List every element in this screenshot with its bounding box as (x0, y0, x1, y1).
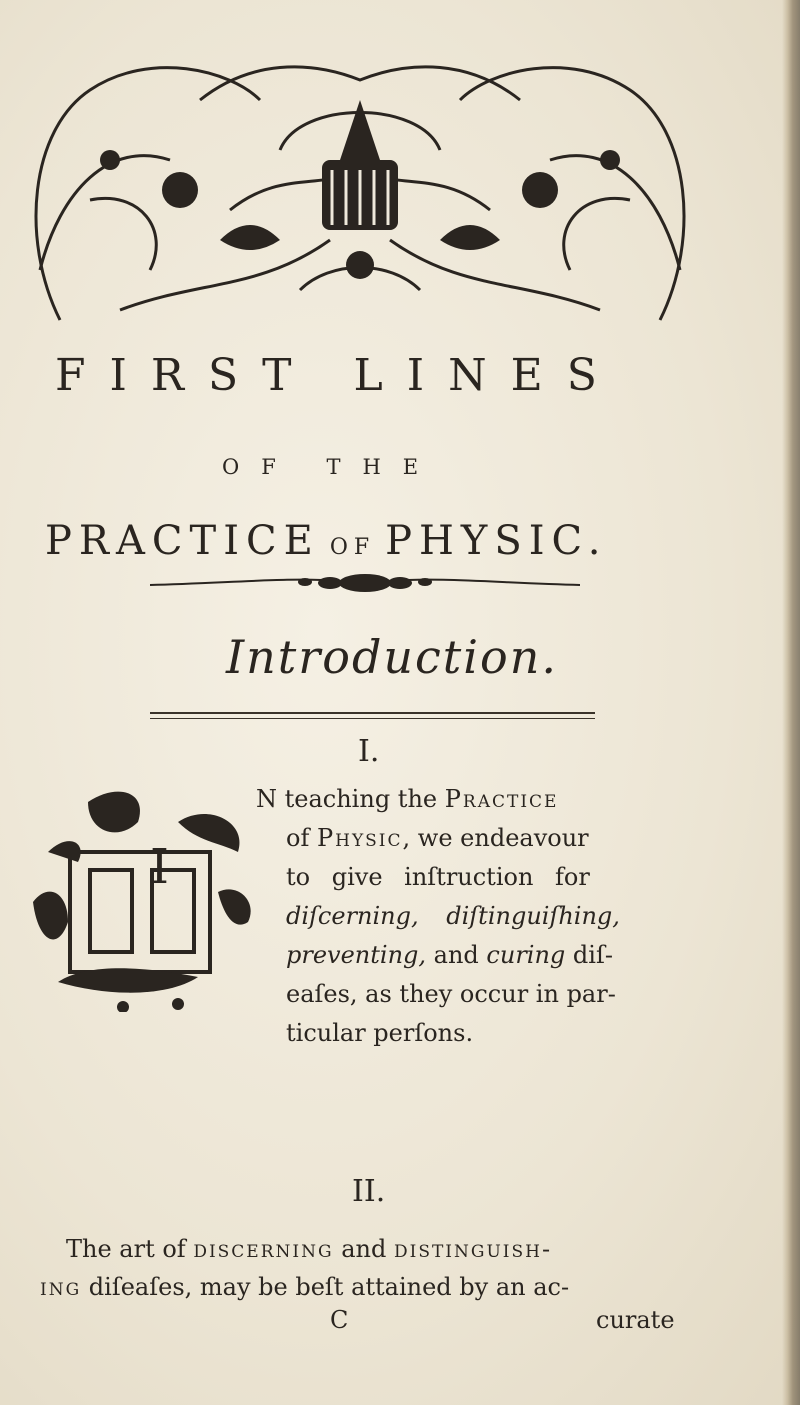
subject-practice: PRACTICE (45, 518, 320, 564)
section-heading: Introduction. (226, 630, 558, 684)
discerning-smallcaps: discerning (193, 1235, 334, 1263)
line1-text: N teaching the (256, 785, 445, 813)
paragraph-1 (256, 780, 716, 1053)
para1-line-6: eaſes, as they occur in par- (286, 980, 616, 1008)
physic-smallcaps: Physic (316, 824, 403, 852)
title-of-the: OF THE (222, 455, 441, 479)
para1-line-1 (256, 780, 716, 819)
preventing-word: preventing, (286, 941, 427, 969)
ing-smallcaps: ing (40, 1273, 82, 1301)
line2-rest: diſeaſes, may be beſt attained by an ac- (81, 1273, 570, 1301)
line2-rest: , we endeavour (402, 824, 589, 852)
para1-line-4: diſcerning, diſtinguiſhing, (286, 902, 620, 930)
drop-cap-frame (28, 782, 278, 1012)
and-word: and (426, 941, 487, 969)
para2-line-1 (40, 1230, 720, 1268)
section-number-1: I. (358, 734, 380, 769)
dis-word: diſ- (565, 941, 613, 969)
line1-b: and (333, 1235, 394, 1263)
signature-mark: C (330, 1306, 349, 1334)
practice-smallcaps: Practice (444, 785, 559, 813)
book-title: FIRST LINES (55, 350, 621, 401)
section-number-2: II. (352, 1174, 386, 1209)
catchword: curate (596, 1306, 675, 1334)
subject-of: OF (329, 535, 376, 560)
distinguish-smallcaps: distinguish- (393, 1235, 553, 1263)
para1-line-3: to give inſtruction for (286, 863, 590, 891)
rule-top (150, 712, 595, 714)
para1-line-2 (256, 819, 716, 858)
para1-line-7: ticular perſons. (286, 1019, 474, 1047)
paragraph-2 (40, 1230, 720, 1306)
page-edge-shadow (782, 0, 800, 1405)
rule-ornament (150, 565, 580, 605)
para1-line-5 (256, 936, 716, 975)
ornamental-headpiece (0, 40, 720, 330)
book-subject (45, 518, 685, 564)
curing-word: curing (486, 941, 566, 969)
para2-line-2 (40, 1268, 720, 1306)
line1-a: The art of (66, 1235, 194, 1263)
line2-of: of (286, 824, 317, 852)
subject-physic: PHYSIC. (385, 518, 608, 564)
rule-bottom (150, 718, 595, 719)
drop-cap-letter: I (150, 839, 169, 895)
